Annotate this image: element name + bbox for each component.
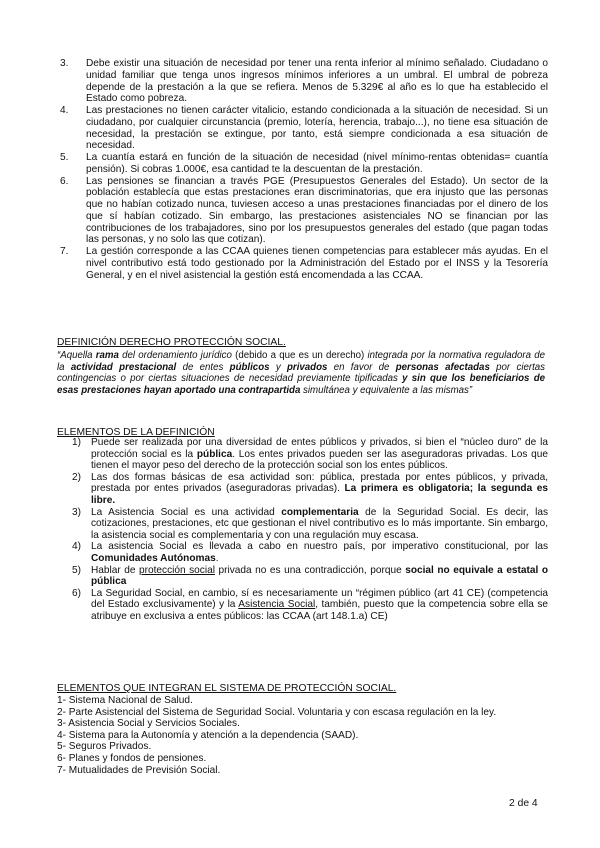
system-elements-list (57, 695, 547, 776)
item-bold-text: Comunidades Autónomas (91, 552, 216, 564)
item-underlined-text: protección social (139, 564, 215, 576)
item-text: La gestión corresponde a las CCAA quienes tienen competencias para establecer más ayudas. En el nivel contributivo está todo gestionado por la Administración del Estado por el INSS y la Tesorería General, y en el nivel asistencial la gestión está encomendada a las CCAA. (86, 246, 548, 281)
item-text: , también, puesto que la competencia sobre ella se atribuye en exclusiva a entes públicos: las CCAA (art 148.1.a) CE) (91, 599, 548, 622)
definition-text: simultánea y equivalente a las mismas” (300, 385, 473, 397)
definition-text: integrada por la normativa reguladora de la (57, 350, 545, 373)
item-text: . Los entes privados pueden ser las aseguradoras privadas. Los que tienen el mayor peso del derecho de la protección social son los entes públicos. (91, 448, 548, 472)
item-underlined-text: Asistencia Social (238, 599, 316, 611)
item-number: 3. (60, 58, 69, 69)
definition-text: de entes (176, 361, 230, 373)
item-number: 5) (72, 564, 81, 576)
definition-text: (debido a que es un derecho) (235, 350, 368, 361)
list-item (60, 176, 548, 247)
list-item: 3- Asistencia Social y Servicios Sociales. (57, 718, 240, 730)
item-bold-text: pública (196, 448, 233, 460)
item-number: 2) (72, 471, 81, 483)
item-text: de la Seguridad Social. Es decir, las cotizaciones, prestaciones, etc que gestionan el nivel contributivo es lo más importante. Sin embargo, la asistencia social es complementaria y con una regulación muy escasa. (91, 506, 548, 541)
definition-bold-text: públicos (229, 361, 270, 373)
definition-bold-text: actividad prestacional (70, 361, 177, 373)
definition-text: “Aquella (57, 350, 96, 361)
list-item (72, 541, 548, 564)
list-item: 7- Mutualidades de Previsión Social. (57, 764, 221, 776)
item-number: 1) (72, 437, 81, 448)
numbered-list-elements (72, 437, 548, 623)
item-text: Las pensiones se financian a través PGE (Presupuestos Generales del Estado). Un sector de la población establecía que estas prestaciones eran discriminatorias, que era injusto que las personas que no habían cotizado nunca, tuviesen acceso a unas prestaciones financiadas por el dinero de los que sí habían cotizado. Sin embargo, las prestaciones asistenciales NO se financian por las contribuciones de los trabajadores, sino por los presupuestos generales del estado (que pagan todas las personas, y no solo las que cotizan). (86, 175, 548, 246)
definition-quote (57, 350, 545, 397)
item-text: privada no es una contradicción, porque (214, 564, 406, 576)
section-title-elementos-sistema: ELEMENTOS QUE INTEGRAN EL SISTEMA DE PROTECCIÓN SOCIAL. (57, 683, 397, 694)
list-item (72, 565, 548, 588)
definition-bold-text: rama (95, 350, 119, 361)
numbered-list-conditions (60, 58, 548, 281)
item-text: Puede ser realizada por una diversidad de entes públicos y privados, si bien el “núcleo duro” de la protección social es la (91, 437, 548, 460)
item-text: La cuantía estará en función de la situación de necesidad (nivel mínimo-rentas obtenidas= cuantía pensión). Si cobras 1.000€, esa cantidad te la descuentan de la prestación. (86, 152, 548, 175)
definition-bold-text: privados (287, 361, 328, 373)
list-item (60, 105, 548, 152)
item-text: La Asistencia Social es una actividad (91, 506, 282, 518)
list-item: 6- Planes y fondos de pensiones. (57, 752, 207, 764)
list-item (72, 588, 548, 623)
item-bold-text: La primera es obligatoria; la segunda es libre. (91, 483, 548, 506)
list-item: 2- Parte Asistencial del Sistema de Seguridad Social. Voluntaria y con escasa regulación en la ley. (57, 706, 497, 718)
item-text: . (215, 552, 219, 564)
definition-text: por ciertas contingencias o por ciertas situaciones de necesidad previamente tipificadas (57, 361, 546, 385)
item-text: La Seguridad Social, en cambio, sí es necesariamente un “régimen público (art 41 CE) (competencia del Estado exclusivamente) y la (91, 587, 548, 611)
item-text: Las dos formas básicas de esa actividad son: pública, prestada por entes públicos, y privada, prestada por entes privados (aseguradoras privadas). (91, 471, 548, 495)
definition-text: en favor de (327, 361, 396, 373)
item-number: 6. (60, 175, 69, 187)
item-number: 6) (72, 587, 81, 599)
list-item (72, 507, 548, 542)
definition-bold-text: y sin que los beneficiarios de esas prestaciones hayan aportado una contrapartida (57, 373, 545, 397)
list-item (60, 152, 548, 176)
item-number: 3) (72, 506, 81, 518)
item-bold-text: complementaria (281, 506, 359, 518)
item-number: 4) (72, 541, 81, 553)
definition-text: del ordenamiento jurídico (118, 350, 236, 361)
definition-text: y (269, 361, 287, 373)
definition-bold-text: personas afectadas (395, 361, 490, 373)
list-item: 1- Sistema Nacional de Salud. (57, 695, 193, 706)
item-text: Debe existir una situación de necesidad por tener una renta inferior al mínimo señalado. Ciudadano o unidad familiar que tenga unos ingresos mínimos inferiores a un umbral. El umbral de pobreza depende de la prestación a la que se refiera. Menos de 5.329€ al año es lo que ha establecido el Estado como pobreza. (86, 58, 548, 105)
item-number: 5. (60, 152, 69, 163)
section-title-definicion: DEFINICIÓN DERECHO PROTECCIÓN SOCIAL. (57, 337, 286, 348)
list-item (72, 437, 548, 472)
item-text: La asistencia Social es llevada a cabo en nuestro país, por imperativo constitucional, por las (91, 541, 548, 553)
list-item (72, 472, 548, 507)
item-text: Hablar de (91, 564, 140, 576)
list-item: 5- Seguros Privados. (57, 741, 152, 753)
list-item (60, 246, 548, 281)
section-title-elementos-definicion: ELEMENTOS DE LA DEFINICIÓN (57, 427, 215, 438)
item-text: Las prestaciones no tienen carácter vitalicio, estando condicionada a la situación de necesidad. Si un ciudadano, por cualquier circunstancia (premio, lotería, herencia, trabajo...), no tiene esa situación de necesidad, la prestación se extingue, por tanto, está siempre condicionada a esa situación de necesidad. (86, 105, 548, 152)
item-number: 7. (60, 246, 69, 257)
item-number: 4. (60, 105, 69, 116)
list-item: 4- Sistema para la Autonomía y atención a la dependencia (SAAD). (57, 729, 359, 741)
item-bold-text: social no equivale a estatal o pública (91, 564, 548, 588)
list-item (60, 58, 548, 105)
page-number: 2 de 4 (509, 798, 538, 809)
